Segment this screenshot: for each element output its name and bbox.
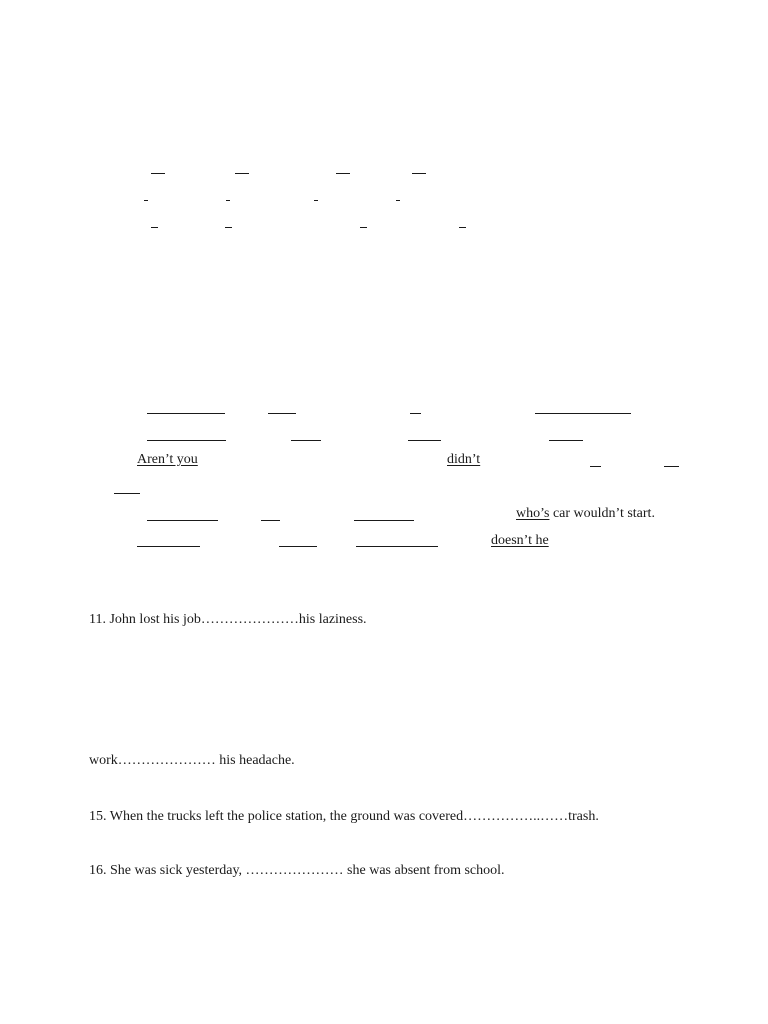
blank-line — [336, 173, 350, 174]
blank-line — [261, 520, 280, 521]
sentence-tail: car wouldn’t start. — [549, 506, 655, 521]
blank-line — [314, 200, 318, 201]
blank-line — [664, 466, 679, 467]
blank-line — [356, 546, 438, 547]
blank-line — [410, 413, 421, 414]
blank-line — [535, 413, 631, 414]
blank-line — [147, 413, 225, 414]
blank-line — [396, 200, 400, 201]
question-16: 16. She was sick yesterday, ………………… she was absent from school. — [89, 863, 505, 878]
blank-line — [268, 413, 296, 414]
question-15: 15. When the trucks left the police station, the ground was covered……………..……trash. — [89, 809, 599, 824]
answer-text: doesn’t he — [491, 533, 549, 548]
blank-line — [459, 227, 466, 228]
blank-line — [144, 200, 148, 201]
blank-line — [226, 200, 230, 201]
blank-line — [360, 227, 367, 228]
blank-line — [147, 520, 218, 521]
answer-text: didn’t — [447, 452, 481, 467]
blank-line — [147, 440, 226, 441]
blank-line — [412, 173, 426, 174]
blank-line — [225, 227, 232, 228]
question-14-tail: work………………… his headache. — [89, 753, 295, 768]
blank-line — [114, 493, 140, 494]
blank-line — [408, 440, 441, 441]
blank-line — [151, 173, 165, 174]
blank-line — [151, 227, 158, 228]
blank-line — [354, 520, 414, 521]
question-11: 11. John lost his job…………………his laziness. — [89, 612, 367, 627]
blank-line — [291, 440, 321, 441]
answer-word: who’s — [516, 506, 550, 521]
blank-line — [590, 466, 601, 467]
blank-line — [137, 546, 200, 547]
blank-line — [235, 173, 249, 174]
blank-line — [279, 546, 317, 547]
blank-line — [549, 440, 583, 441]
answer-text: Aren’t you — [137, 452, 198, 467]
answer-text — [516, 506, 655, 522]
